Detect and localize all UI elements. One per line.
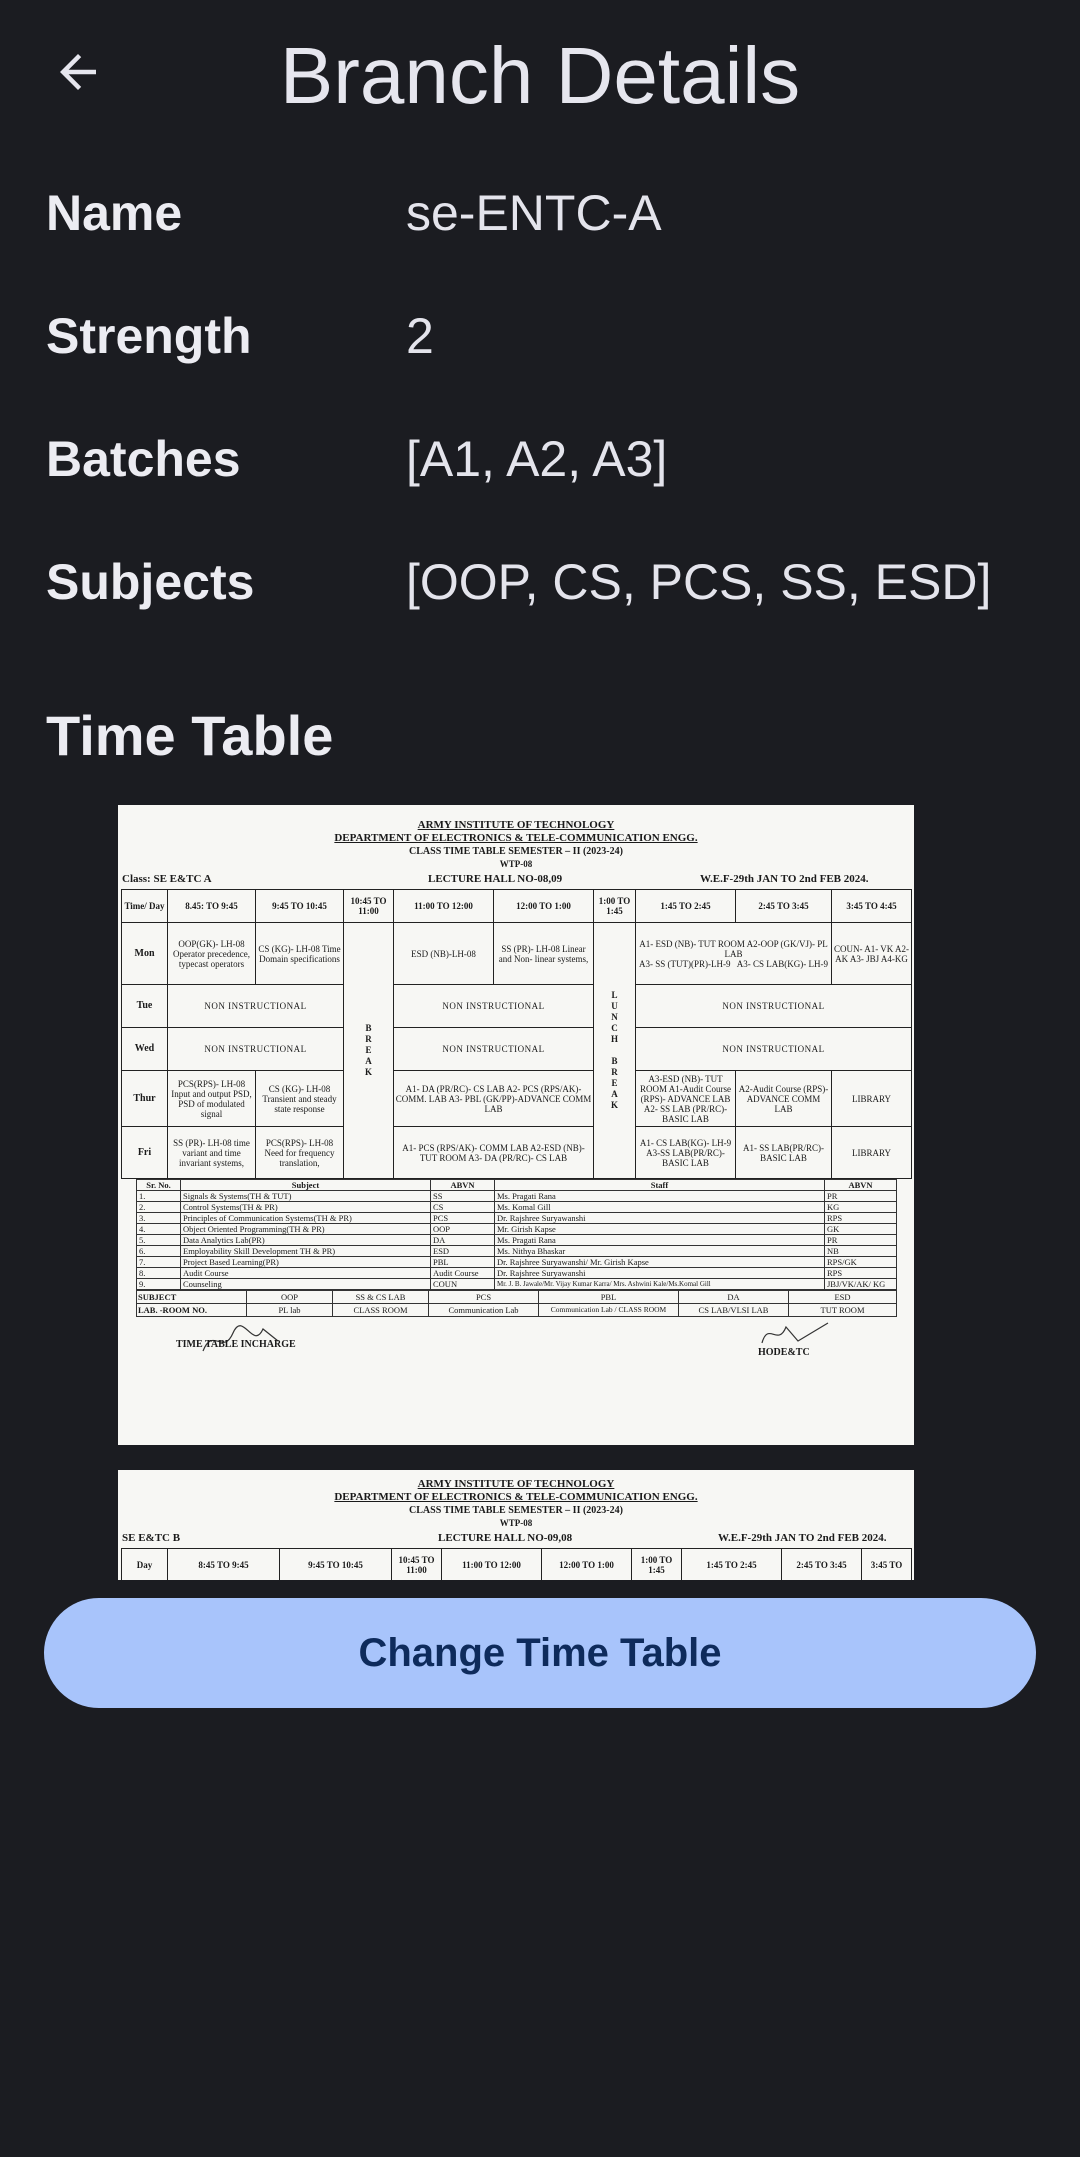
semester-line: CLASS TIME TABLE SEMESTER – II (2023-24): [409, 846, 623, 857]
class-name: Class: SE E&TC A: [122, 873, 212, 885]
table-cell: Audit Course: [431, 1268, 495, 1279]
wtp-line: WTP-08: [499, 859, 533, 869]
detail-row-batches: [46, 424, 1046, 494]
header-cell: Staff: [495, 1180, 825, 1191]
lecture-hall: LECTURE HALL NO-09,08: [438, 1532, 573, 1544]
table-cell: PBL: [431, 1257, 495, 1268]
table-cell: A2-Audit Course (RPS)- ADVANCE COMM LAB: [736, 1071, 832, 1127]
table-cell: Ms. Nithya Bhaskar: [495, 1246, 825, 1257]
table-cell: CS (KG)- LH-08 Time Domain specifications: [256, 923, 344, 985]
subjects-value: [OOP, CS, PCS, SS, ESD]: [406, 554, 992, 610]
cell-part: A3- CS LAB(KG)- LH-9: [736, 958, 828, 969]
sheet-meta: [118, 1530, 914, 1548]
table-cell: A3-ESD (NB)- TUT ROOM A1-Audit Course (RPS)- ADVANCE LAB A2- SS LAB (PR/RC)- BASIC LAB: [636, 1071, 736, 1127]
header-cell: 1:00 TO 1:45: [632, 1549, 682, 1581]
header-cell: 10:45 TO 11:00: [344, 890, 394, 923]
table-cell: 4.: [137, 1224, 181, 1235]
page-title: Branch Details: [279, 31, 801, 120]
table-cell: Ms. Pragati Rana: [495, 1235, 825, 1246]
lunch-text: L U N C H B R E A K: [610, 990, 618, 1110]
table-cell: 9.: [137, 1279, 181, 1290]
header-cell: Day: [122, 1549, 168, 1581]
table-cell: Employability Skill Development TH & PR): [181, 1246, 431, 1257]
table-row: [137, 1304, 897, 1317]
table-row: [122, 1028, 912, 1071]
header-cell: 1:45 TO 2:45: [636, 890, 736, 923]
table-cell: PCS(RPS)- LH-08 Need for frequency translation,: [256, 1127, 344, 1179]
table-row: [137, 1257, 897, 1268]
lecture-hall: LECTURE HALL NO-08,09: [428, 873, 563, 885]
table-cell: JBJ/VK/AK/ KG: [825, 1279, 897, 1290]
table-cell: ESD: [431, 1246, 495, 1257]
table-cell: Control Systems(TH & PR): [181, 1202, 431, 1213]
header-cell: 2:45 TO 3:45: [782, 1549, 862, 1581]
table-cell: NB: [825, 1246, 897, 1257]
table-row: [137, 1279, 897, 1290]
header-cell: 11:00 TO 12:00: [394, 890, 494, 923]
table-cell: OOP: [247, 1291, 333, 1304]
table-row: [137, 1291, 897, 1304]
wtp-line: WTP-08: [499, 1518, 533, 1528]
detail-row-subjects: [46, 547, 1046, 617]
schedule-table: [121, 889, 912, 1179]
table-cell: NON INSTRUCTIONAL: [636, 985, 912, 1028]
day-cell: Wed: [122, 1028, 168, 1071]
hod-label: HODE&TC: [758, 1347, 810, 1358]
table-cell: Communication Lab / CLASS ROOM: [539, 1304, 679, 1317]
table-cell: Object Oriented Programming(TH & PR): [181, 1224, 431, 1235]
table-cell: COUN- A1- VK A2- AK A3- JBJ A4-KG: [832, 923, 912, 985]
table-cell: 1.: [137, 1191, 181, 1202]
table-cell: SS: [431, 1191, 495, 1202]
table-cell: 8.: [137, 1268, 181, 1279]
table-cell: SUBJECT: [137, 1291, 247, 1304]
incharge-label: TIME TABLE INCHARGE: [176, 1339, 296, 1350]
table-cell: Mr. Girish Kapse: [495, 1224, 825, 1235]
table-cell: A1- CS LAB(KG)- LH-9 A3-SS LAB(PR/RC)- BASIC LAB: [636, 1127, 736, 1179]
header-cell: 12:00 TO 1:00: [494, 890, 594, 923]
header-cell: 1:45 TO 2:45: [682, 1549, 782, 1581]
institute-name: ARMY INSTITUTE OF TECHNOLOGY: [417, 819, 615, 831]
table-cell: Mr. J. B. Jawale/Mr. Vijay Kumar Karra/ Mrs. Ashwini Kale/Ms.Komal Gill: [495, 1279, 825, 1290]
table-cell: Communication Lab: [429, 1304, 539, 1317]
table-cell: PCS: [431, 1213, 495, 1224]
table-cell: A1- DA (PR/RC)- CS LAB A2- PCS (RPS/AK)- COMM. LAB A3- PBL (GK/PP)-ADVANCE COMM LAB: [394, 1071, 594, 1127]
sheet-meta: [118, 871, 914, 889]
name-value: se-ENTC-A: [406, 185, 662, 241]
table-cell: 3.: [137, 1213, 181, 1224]
table-cell: Data Analytics Lab(PR): [181, 1235, 431, 1246]
table-cell: CS: [431, 1202, 495, 1213]
table-cell: A1- SS LAB(PR/RC)- BASIC LAB: [736, 1127, 832, 1179]
table-cell: SS (PR)- LH-08 time variant and time invariant systems,: [168, 1127, 256, 1179]
top-app-bar: [0, 0, 1080, 150]
table-cell: SS (PR)- LH-08 Linear and Non- linear systems,: [494, 923, 594, 985]
wef-date: W.E.F-29th JAN TO 2nd FEB 2024.: [718, 1532, 887, 1544]
schedule-table: [121, 1548, 912, 1580]
table-cell: 2.: [137, 1202, 181, 1213]
batches-label: Batches: [46, 431, 241, 487]
lab-room-table: [136, 1290, 897, 1317]
table-cell: PBL: [539, 1291, 679, 1304]
table-cell: Signals & Systems(TH & TUT): [181, 1191, 431, 1202]
department-name: DEPARTMENT OF ELECTRONICS & TELE-COMMUNICATION ENGG.: [334, 832, 698, 844]
change-time-table-button[interactable]: Change Time Table: [44, 1598, 1036, 1708]
table-header-row: [122, 890, 912, 923]
table-cell: RPS: [825, 1268, 897, 1279]
cell-line: [637, 959, 830, 969]
signature-area: [118, 1317, 914, 1377]
hod-signature: [758, 1317, 838, 1351]
table-row: [137, 1224, 897, 1235]
name-label: Name: [46, 185, 183, 241]
table-row: [137, 1246, 897, 1257]
department-name: DEPARTMENT OF ELECTRONICS & TELE-COMMUNICATION ENGG.: [334, 1491, 698, 1503]
table-cell: [636, 923, 832, 985]
table-cell: Ms. Komal Gill: [495, 1202, 825, 1213]
table-cell: CS (KG)- LH-08 Transient and steady state response: [256, 1071, 344, 1127]
time-table-image[interactable]: [118, 1470, 914, 1580]
class-name: SE E&TC B: [122, 1532, 181, 1544]
table-cell: PL lab: [247, 1304, 333, 1317]
table-cell: 6.: [137, 1246, 181, 1257]
table-cell: Ms. Pragati Rana: [495, 1191, 825, 1202]
table-cell: A1- PCS (RPS/AK)- COMM LAB A2-ESD (NB)- TUT ROOM A3- DA (PR/RC)- CS LAB: [394, 1127, 594, 1179]
table-row: [137, 1235, 897, 1246]
table-cell: Dr. Rajshree Suryawanshi: [495, 1213, 825, 1224]
table-cell: OOP: [431, 1224, 495, 1235]
table-cell: ESD (NB)-LH-08: [394, 923, 494, 985]
table-row: [137, 1213, 897, 1224]
time-table-image[interactable]: [118, 805, 914, 1445]
table-cell: Audit Course: [181, 1268, 431, 1279]
batches-value: [A1, A2, A3]: [406, 431, 668, 487]
table-cell: CS LAB/VLSI LAB: [679, 1304, 789, 1317]
header-cell: 10:45 TO 11:00: [392, 1549, 442, 1581]
table-row: [137, 1191, 897, 1202]
header-cell: Time/ Day: [122, 890, 168, 923]
table-row: [122, 1071, 912, 1127]
header-cell: 1:00 TO 1:45: [594, 890, 636, 923]
table-cell: NON INSTRUCTIONAL: [168, 1028, 344, 1071]
table-cell: PR: [825, 1191, 897, 1202]
table-row: [122, 985, 912, 1028]
table-row: [122, 923, 912, 985]
cell-part: A3- SS (TUT)(PR)-LH-9: [638, 958, 731, 969]
header-cell: ABVN: [825, 1180, 897, 1191]
table-cell: SS & CS LAB: [333, 1291, 429, 1304]
header-cell: Sr. No.: [137, 1180, 181, 1191]
table-cell: LAB. -ROOM NO.: [137, 1304, 247, 1317]
table-row: [122, 1127, 912, 1179]
table-cell: GK: [825, 1224, 897, 1235]
table-cell: DA: [431, 1235, 495, 1246]
cell-line: A1- ESD (NB)- TUT ROOM A2-OOP (GK/VJ)- PL LAB: [639, 938, 828, 959]
lunch-column: [594, 923, 636, 1179]
header-cell: 12:00 TO 1:00: [542, 1549, 632, 1581]
table-cell: 5.: [137, 1235, 181, 1246]
table-cell: DA: [679, 1291, 789, 1304]
header-cell: 9:45 TO 10:45: [256, 890, 344, 923]
table-cell: NON INSTRUCTIONAL: [394, 1028, 594, 1071]
subjects-table: [136, 1179, 897, 1290]
header-cell: 3:45 TO 4:45: [832, 890, 912, 923]
header-cell: Subject: [181, 1180, 431, 1191]
day-cell: Fri: [122, 1127, 168, 1179]
time-table-image-list[interactable]: [118, 805, 914, 1580]
header-cell: 8.45: TO 9:45: [168, 890, 256, 923]
table-cell: COUN: [431, 1279, 495, 1290]
table-cell: NON INSTRUCTIONAL: [636, 1028, 912, 1071]
table-cell: OOP(GK)- LH-08 Operator precedence, typecast operators: [168, 923, 256, 985]
header-cell: 8:45 TO 9:45: [168, 1549, 280, 1581]
strength-value: 2: [406, 308, 434, 364]
sheet-header: [118, 805, 914, 871]
header-cell: 11:00 TO 12:00: [442, 1549, 542, 1581]
table-cell: Project Based Learning(PR): [181, 1257, 431, 1268]
table-header-row: [122, 1549, 912, 1581]
table-row: [137, 1268, 897, 1279]
sheet-header: [118, 1470, 914, 1530]
table-header-row: [137, 1180, 897, 1191]
table-row: [137, 1202, 897, 1213]
detail-row-strength: [46, 301, 1046, 371]
header-cell: 9:45 TO 10:45: [280, 1549, 392, 1581]
table-cell: RPS/GK: [825, 1257, 897, 1268]
detail-row-name: [46, 178, 1046, 248]
table-cell: PCS: [429, 1291, 539, 1304]
table-cell: NON INSTRUCTIONAL: [394, 985, 594, 1028]
institute-name: ARMY INSTITUTE OF TECHNOLOGY: [417, 1478, 615, 1490]
header-cell: 3:45 TO: [862, 1549, 912, 1581]
strength-label: Strength: [46, 308, 252, 364]
table-cell: Counseling: [181, 1279, 431, 1290]
table-cell: ESD: [789, 1291, 897, 1304]
day-cell: Thur: [122, 1071, 168, 1127]
table-cell: NON INSTRUCTIONAL: [168, 985, 344, 1028]
break-column: [344, 923, 394, 1179]
table-cell: KG: [825, 1202, 897, 1213]
table-cell: Principles of Communication Systems(TH & PR): [181, 1213, 431, 1224]
table-cell: 7.: [137, 1257, 181, 1268]
table-cell: LIBRARY: [832, 1127, 912, 1179]
table-cell: TUT ROOM: [789, 1304, 897, 1317]
day-cell: Mon: [122, 923, 168, 985]
header-cell: ABVN: [431, 1180, 495, 1191]
table-cell: CLASS ROOM: [333, 1304, 429, 1317]
wef-date: W.E.F-29th JAN TO 2nd FEB 2024.: [700, 873, 869, 885]
subjects-label: Subjects: [46, 554, 255, 610]
header-cell: 2:45 TO 3:45: [736, 890, 832, 923]
table-cell: Dr. Rajshree Suryawanshi: [495, 1268, 825, 1279]
day-cell: Tue: [122, 985, 168, 1028]
semester-line: CLASS TIME TABLE SEMESTER – II (2023-24): [409, 1505, 623, 1516]
time-table-heading: Time Table: [46, 704, 334, 767]
table-cell: PR: [825, 1235, 897, 1246]
table-cell: PCS(RPS)- LH-08 Input and output PSD, PSD of modulated signal: [168, 1071, 256, 1127]
table-cell: Dr. Rajshree Suryawanshi/ Mr. Girish Kapse: [495, 1257, 825, 1268]
table-cell: RPS: [825, 1213, 897, 1224]
break-text: B R E A K: [364, 1023, 372, 1077]
table-cell: LIBRARY: [832, 1071, 912, 1127]
